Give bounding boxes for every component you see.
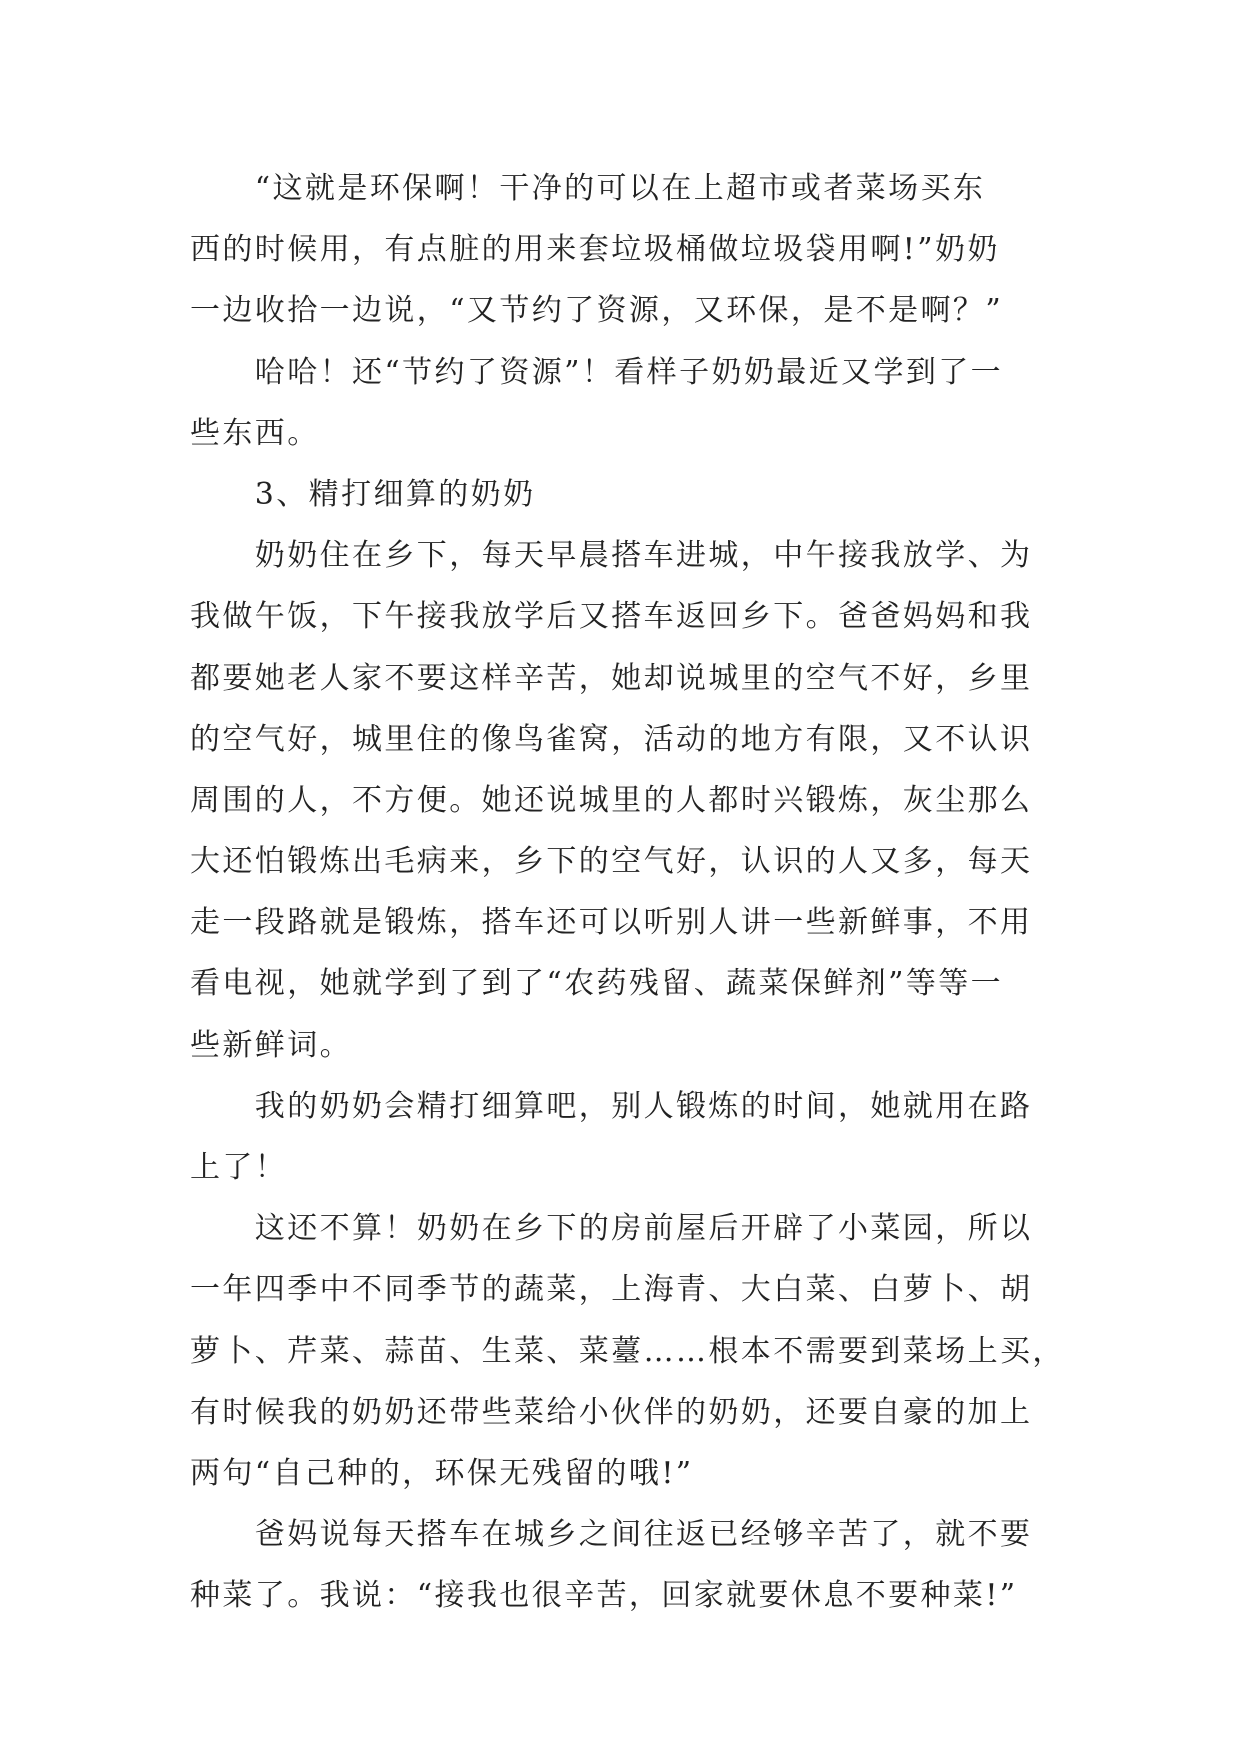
- section-heading: 3、精打细算的奶奶: [190, 476, 536, 512]
- text-line: 都要她老人家不要这样辛苦，她却说城里的空气不好，乡里: [190, 660, 1033, 696]
- body-text: [190, 158, 1065, 1627]
- text-line: 爸妈说每天搭车在城乡之间往返已经够辛苦了，就不要: [190, 1517, 1033, 1553]
- text-line: 这还不算！奶奶在乡下的房前屋后开辟了小菜园，所以: [190, 1211, 1033, 1247]
- text-line: 大还怕锻炼出毛病来，乡下的空气好，认识的人又多，每天: [190, 844, 1033, 880]
- text-line: “这就是环保啊！干净的可以在上超市或者菜场买东: [190, 171, 986, 206]
- text-line: 上了！: [190, 1150, 288, 1185]
- text-line: 西的时候用，有点脏的用来套垃圾桶做垃圾袋用啊!”奶奶: [190, 232, 1000, 268]
- text-line: 走一段路就是锻炼，搭车还可以听别人讲一些新鲜事，不用: [190, 905, 1033, 941]
- text-line: 奶奶住在乡下，每天早晨搭车进城，中午接我放学、为: [190, 538, 1033, 574]
- text-line: 一边收拾一边说，“又节约了资源，又环保，是不是啊？”: [190, 293, 1004, 329]
- text-line: 我的奶奶会精打细算吧，别人锻炼的时间，她就用在路: [190, 1088, 1033, 1124]
- text-line: 哈哈！还“节约了资源”！看样子奶奶最近又学到了一: [190, 354, 1004, 390]
- text-line: 我做午饭，下午接我放学后又搭车返回乡下。爸爸妈妈和我: [190, 599, 1033, 635]
- text-line: 有时候我的奶奶还带些菜给小伙伴的奶奶，还要自豪的加上: [190, 1394, 1033, 1430]
- text-line: 一年四季中不同季节的蔬菜，上海青、大白菜、白萝卜、胡: [190, 1272, 1033, 1308]
- text-line: 周围的人，不方便。她还说城里的人都时兴锻炼，灰尘那么: [190, 782, 1033, 818]
- text-line: 种菜了。我说：“接我也很辛苦，回家就要休息不要种菜!”: [190, 1578, 1018, 1614]
- text-line: 些东西。: [190, 415, 320, 451]
- text-line: 的空气好，城里住的像鸟雀窝，活动的地方有限，又不认识: [190, 721, 1033, 757]
- text-line: 看电视，她就学到了到了“农药残留、蔬菜保鲜剂”等等一: [190, 966, 1004, 1002]
- text-line: 萝卜、芹菜、蒜苗、生菜、菜薹……根本不需要到菜场上买，: [190, 1333, 1065, 1369]
- text-line: 两句“自己种的，环保无残留的哦!”: [190, 1455, 694, 1491]
- text-line: 些新鲜词。: [190, 1027, 352, 1063]
